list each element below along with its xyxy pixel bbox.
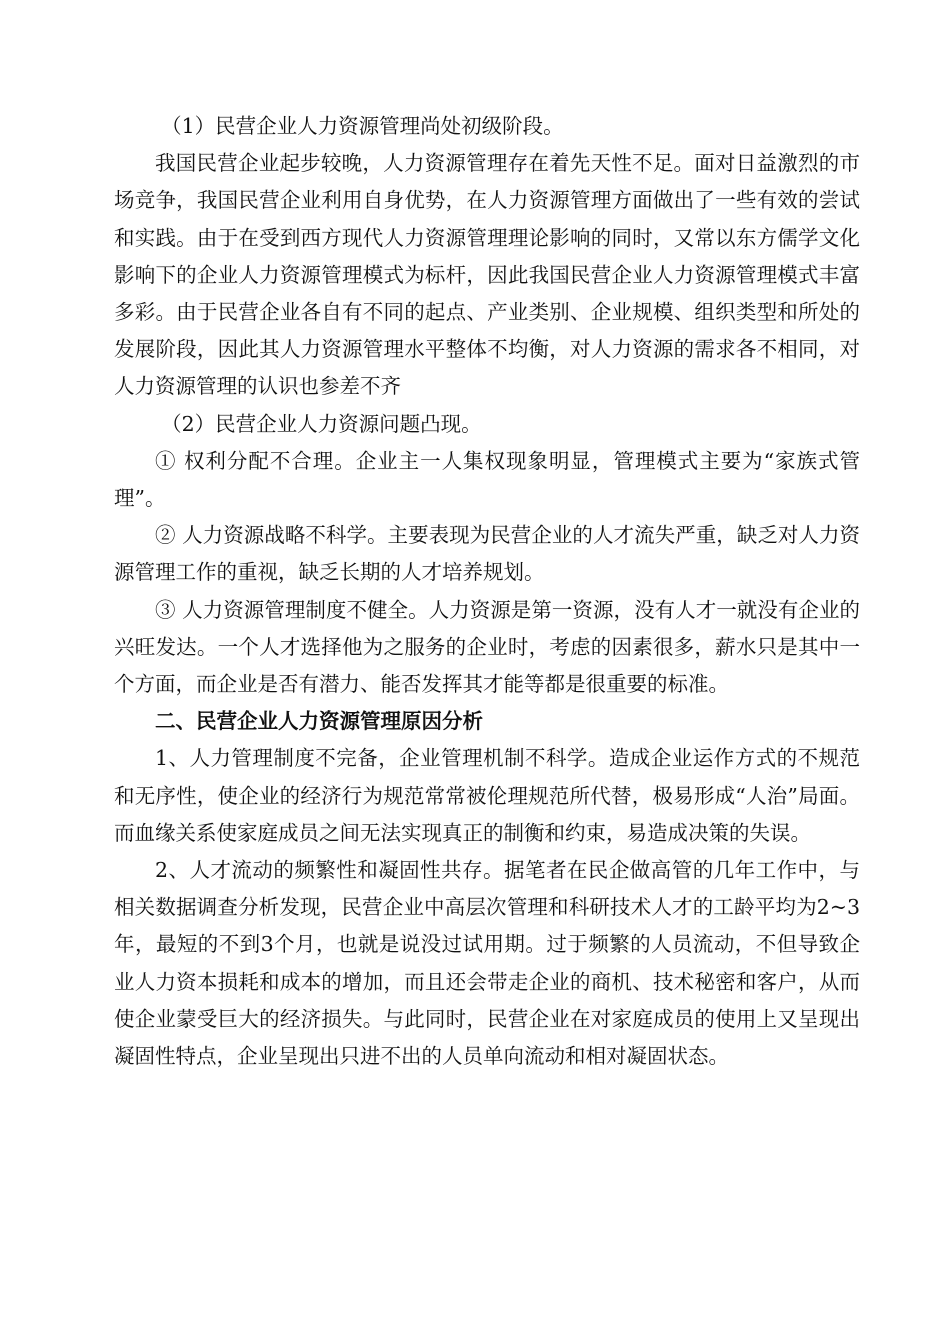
body-paragraph: 2、人才流动的频繁性和凝固性共存。据笔者在民企做高管的几年工作中，与相关数据调查分析发现，民营企业中高层次管理和科研技术人才的工龄平均为2~3年，最短的不到3个月，也就是说没过试用期。过于频繁的人员流动，不但导致企业人力资本损耗和成本的增加，而且还会带走企业的商机、技术秘密和客户，从而使企业蒙受巨大的经济损失。与此同时，民营企业在对家庭成员的使用上又呈现出凝固性特点，企业呈现出只进不出的人员单向流动和相对凝固状态。 — [114, 858, 860, 1069]
body-paragraph: 1、人力管理制度不完备，企业管理机制不科学。造成企业运作方式的不规范和无序性，使企业的经济行为规范常常被伦理规范所代替，极易形成“人治”局面。而血缘关系使家庭成员之间无法实现真正的制衡和约束，易造成决策的失误。 — [114, 746, 860, 845]
list-item: ② 人力资源战略不科学。主要表现为民营企业的人才流失严重，缺乏对人力资源管理工作的重视，缺乏长期的人才培养规划。 — [114, 523, 860, 585]
list-item: ① 权利分配不合理。企业主一人集权现象明显，管理模式主要为“家族式管理”。 — [114, 448, 860, 511]
subsection-heading-2: （2）民营企业人力资源问题凸现。 — [161, 411, 482, 436]
list-item: ③ 人力资源管理制度不健全。人力资源是第一资源，没有人才一就没有企业的兴旺发达。一个人才选择他为之服务的企业时，考虑的因素很多，薪水只是其中一个方面，而企业是否有潜力、能否发挥其才能等都是很重要的标准。 — [114, 597, 860, 697]
subsection-heading-1: （1）民营企业人力资源管理尚处初级阶段。 — [161, 114, 564, 138]
section-heading: 二、民营企业人力资源管理原因分析 — [155, 709, 483, 734]
body-paragraph: 我国民营企业起步较晚，人力资源管理存在着先天性不足。面对日益激烈的市场竞争，我国民营企业利用自身优势，在人力资源管理方面做出了一些有效的尝试和实践。由于在受到西方现代人力资源管理理论影响的同时，又常以东方儒学文化影响下的企业人力资源管理模式为标杆，因此我国民营企业人力资源管理模式丰富多彩。由于民营企业各自有不同的起点、产业类别、企业规模、组织类型和所处的发展阶段，因此其人力资源管理水平整体不均衡，对人力资源的需求各不相同，对人力资源管理的认识也参差不齐 — [114, 151, 860, 399]
